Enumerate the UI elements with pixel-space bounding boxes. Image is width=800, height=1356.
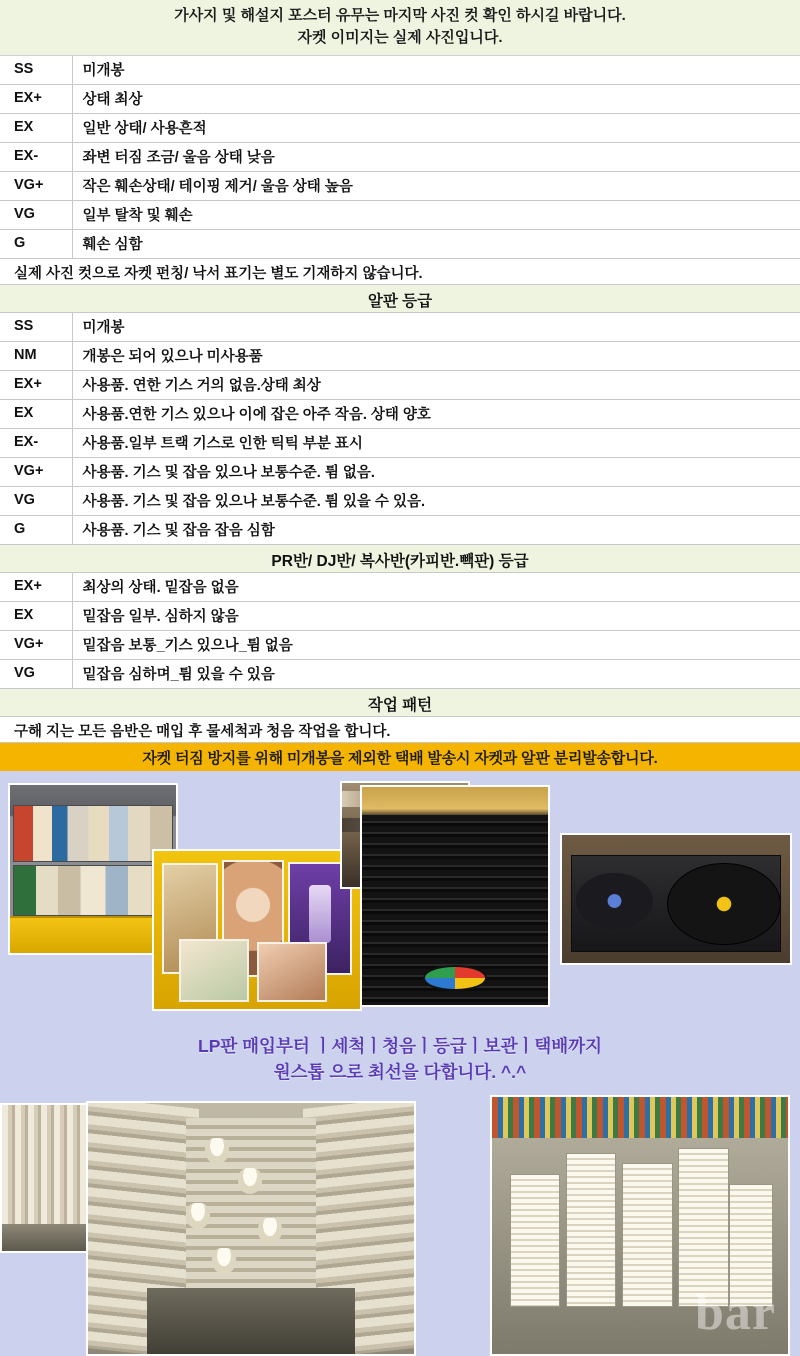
table-row	[0, 229, 800, 258]
table-row	[0, 428, 800, 457]
table-row	[0, 200, 800, 229]
grade-desc: 상태 최상	[72, 84, 800, 113]
grade-desc: 훼손 심함	[72, 229, 800, 258]
grade-code: EX-	[0, 428, 72, 457]
grade-code: G	[0, 515, 72, 544]
photo-turntable-setup	[560, 833, 792, 965]
grade-desc: 최상의 상태. 밑잡음 없음	[72, 573, 800, 602]
table-row	[0, 56, 800, 85]
pr-grade-table	[0, 573, 800, 689]
photo-album-sleeves-yellow-crate	[152, 849, 362, 1011]
grade-desc: 일부 탈착 및 훼손	[72, 200, 800, 229]
grade-code: VG	[0, 200, 72, 229]
grade-desc: 밑잡음 심하며_튐 있을 수 있음	[72, 659, 800, 688]
grade-code: EX+	[0, 573, 72, 602]
table-row	[0, 659, 800, 688]
grade-desc: 사용품. 기스 및 잡음 잡음 심함	[72, 515, 800, 544]
table-row	[0, 601, 800, 630]
notice-line-2: 자켓 이미지는 실제 사진입니다.	[297, 28, 503, 46]
photo-vinyl-stack	[360, 785, 550, 1007]
grade-code: G	[0, 229, 72, 258]
grade-desc: 사용품.연한 기스 있으나 이에 잡은 아주 작음. 상태 양호	[72, 399, 800, 428]
grade-desc: 미개봉	[72, 56, 800, 85]
grade-desc: 밑잡음 보통_기스 있으나_튐 없음	[72, 630, 800, 659]
table-row	[0, 486, 800, 515]
table-row	[0, 313, 800, 342]
grade-desc: 사용품.일부 트랙 기스로 인한 틱틱 부분 표시	[72, 428, 800, 457]
table-row	[0, 370, 800, 399]
grade-desc: 미개봉	[72, 313, 800, 342]
table-row	[0, 113, 800, 142]
jacket-footnote: 실제 사진 컷으로 자켓 펀칭/ 낙서 표기는 별도 기재하지 않습니다.	[0, 259, 800, 285]
table-row	[0, 142, 800, 171]
pr-section-title: PR반/ DJ반/ 복사반(카피반.빽판) 등급	[0, 545, 800, 573]
table-row	[0, 457, 800, 486]
table-row	[0, 84, 800, 113]
grade-code: SS	[0, 56, 72, 85]
disc-grade-table	[0, 313, 800, 545]
headline-line-2: 원스톱 으로 최선을 다합니다. ^.^	[273, 1061, 527, 1082]
grade-desc: 개봉은 되어 있으나 미사용품	[72, 341, 800, 370]
photo-collage	[0, 771, 800, 1356]
table-row	[0, 515, 800, 544]
photo-warehouse-aisle	[86, 1101, 416, 1356]
grade-code: VG	[0, 486, 72, 515]
collage-headline	[0, 1033, 800, 1086]
watermark-text: bar	[695, 1283, 776, 1341]
table-row	[0, 630, 800, 659]
headline-line-1: LP판 매입부터 ㅣ세척ㅣ청음ㅣ등급ㅣ보관ㅣ택배까지	[198, 1035, 602, 1056]
table-row	[0, 399, 800, 428]
grade-code: VG+	[0, 630, 72, 659]
grade-desc: 일반 상태/ 사용흔적	[72, 113, 800, 142]
table-row	[0, 573, 800, 602]
work-note: 구해 지는 모든 음반은 매입 후 물세척과 청음 작업을 합니다.	[0, 717, 800, 743]
grade-code: EX	[0, 113, 72, 142]
grade-code: VG	[0, 659, 72, 688]
grade-code: VG+	[0, 171, 72, 200]
photo-archive-shelves-left	[0, 1103, 96, 1253]
table-row	[0, 341, 800, 370]
grade-desc: 사용품. 연한 기스 거의 없음.상태 최상	[72, 370, 800, 399]
notice-line-1: 가사지 및 해설지 포스터 유무는 마지막 사진 컷 확인 하시길 바랍니다.	[174, 7, 626, 24]
work-section-title: 작업 패턴	[0, 689, 800, 717]
grade-desc: 작은 훼손상태/ 테이핑 제거/ 울음 상태 높음	[72, 171, 800, 200]
grade-code: SS	[0, 313, 72, 342]
grade-desc: 사용품. 기스 및 잡음 있으나 보통수준. 튐 있을 수 있음.	[72, 486, 800, 515]
warning-bar: 자켓 터짐 방지를 위해 미개봉을 제외한 택배 발송시 자켓과 알판 분리발송합니다.	[0, 743, 800, 771]
jacket-grade-table	[0, 56, 800, 259]
grade-code: EX+	[0, 84, 72, 113]
grade-desc: 좌변 터짐 조금/ 울음 상태 낮음	[72, 142, 800, 171]
grade-code: NM	[0, 341, 72, 370]
top-notice	[0, 0, 800, 56]
grade-code: EX	[0, 601, 72, 630]
table-row	[0, 171, 800, 200]
grade-code: EX	[0, 399, 72, 428]
grade-code: VG+	[0, 457, 72, 486]
grade-desc: 밑잡음 일부. 심하지 않음	[72, 601, 800, 630]
disc-section-title: 알판 등급	[0, 285, 800, 313]
grade-desc: 사용품. 기스 및 잡음 있으나 보통수준. 튐 없음.	[72, 457, 800, 486]
grade-code: EX-	[0, 142, 72, 171]
grade-code: EX+	[0, 370, 72, 399]
